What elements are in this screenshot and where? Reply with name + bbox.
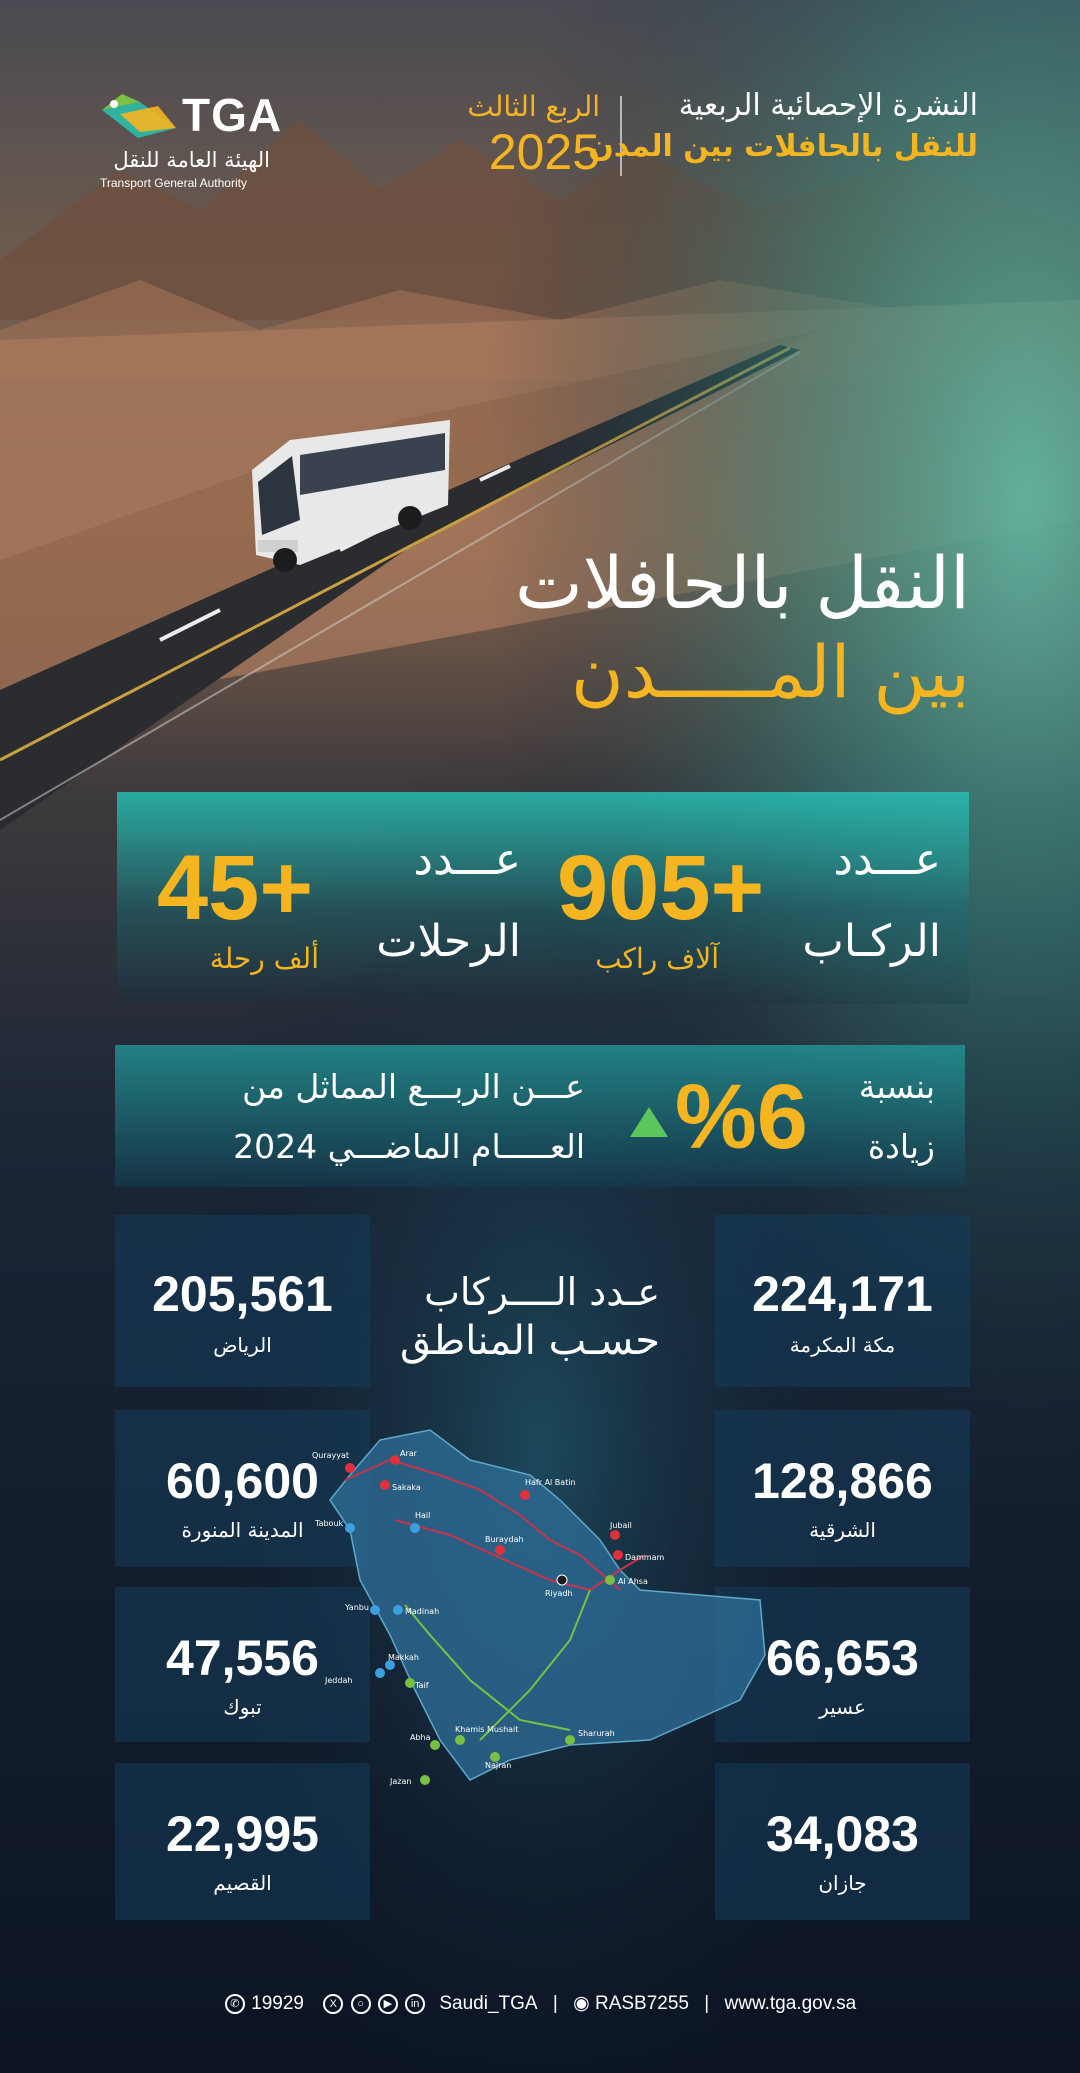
region-name: مكة المكرمة bbox=[789, 1333, 896, 1357]
footer-phone[interactable]: 19929 bbox=[251, 1992, 304, 2014]
footer bbox=[0, 1992, 1080, 2015]
passengers-value: 905+ bbox=[557, 837, 765, 939]
passengers-label-2: الركـاب bbox=[802, 916, 941, 967]
map-label: Sharurah bbox=[578, 1729, 615, 1738]
map-label: Khamis Mushait bbox=[455, 1725, 519, 1734]
stats-card bbox=[117, 792, 969, 1004]
bulletin-title: النشرة الإحصائية الربعية bbox=[678, 88, 978, 123]
region-value: 47,556 bbox=[166, 1630, 319, 1686]
footer-separator: | bbox=[552, 1992, 558, 2014]
map-label: Yanbu bbox=[345, 1603, 369, 1612]
trips-label-2: الرحلات bbox=[376, 916, 521, 967]
region-tile-makkah bbox=[715, 1215, 970, 1387]
map-label: Jubail bbox=[610, 1521, 632, 1530]
map-label: Riyadh bbox=[545, 1589, 573, 1598]
region-name: جازان bbox=[818, 1871, 867, 1895]
main-title-line2: بين المـــــدن bbox=[570, 630, 970, 715]
region-name: عسير bbox=[819, 1695, 866, 1719]
map-label: Madinah bbox=[405, 1607, 440, 1616]
map-label: Taif bbox=[415, 1681, 429, 1690]
saudi-route-map bbox=[312, 1420, 770, 1800]
growth-compare-1: عـــن الربـــع المماثل من bbox=[242, 1067, 585, 1106]
bulletin-title-block bbox=[588, 88, 978, 164]
location-icon: ◉ bbox=[573, 1993, 590, 2014]
region-name: القصيم bbox=[213, 1871, 272, 1895]
logo-name-ar: الهيئة العامة للنقل bbox=[113, 148, 270, 172]
growth-card bbox=[115, 1045, 965, 1187]
map-label: Al Ahsa bbox=[618, 1577, 648, 1586]
regions-heading-1: عـدد الــــركاب bbox=[424, 1270, 660, 1314]
region-value: 60,600 bbox=[166, 1453, 319, 1509]
tga-logo-icon bbox=[100, 90, 178, 142]
regions-heading bbox=[380, 1270, 660, 1364]
region-name: المدينة المنورة bbox=[181, 1518, 304, 1542]
growth-word-2: زيادة bbox=[867, 1127, 935, 1166]
region-name: تبوك bbox=[223, 1695, 262, 1719]
growth-percent: %6 bbox=[675, 1066, 808, 1168]
up-arrow-icon bbox=[630, 1107, 668, 1137]
map-label: Jazan bbox=[390, 1777, 412, 1786]
map-label: Makkah bbox=[388, 1653, 419, 1662]
youtube-icon[interactable]: ▶ bbox=[378, 1994, 398, 2014]
phone-icon: ✆ bbox=[225, 1994, 245, 2014]
logo-abbr: TGA bbox=[182, 89, 283, 141]
region-value: 128,866 bbox=[752, 1453, 933, 1509]
map-label: Arar bbox=[400, 1449, 417, 1458]
footer-separator: | bbox=[704, 1992, 710, 2014]
region-name: الشرقية bbox=[809, 1518, 876, 1542]
map-label: Abha bbox=[410, 1733, 431, 1742]
main-title bbox=[270, 540, 970, 720]
quarter-year: 2025 bbox=[488, 124, 600, 180]
region-value: 34,083 bbox=[766, 1806, 919, 1862]
region-value: 66,653 bbox=[766, 1630, 919, 1686]
trips-unit: ألف رحلة bbox=[209, 942, 319, 975]
footer-rasb[interactable]: RASB7255 bbox=[594, 1992, 689, 2014]
region-value: 224,171 bbox=[752, 1266, 933, 1322]
passengers-unit: آلاف راكب bbox=[595, 942, 719, 975]
region-tile-riyadh bbox=[115, 1215, 370, 1387]
map-label: Qurayyat bbox=[312, 1451, 350, 1460]
x-icon[interactable]: X bbox=[323, 1994, 343, 2014]
regions-heading-2: حسـب المناطق bbox=[400, 1318, 660, 1364]
linkedin-icon[interactable]: in bbox=[405, 1994, 425, 2014]
map-label: Hafr Al Batin bbox=[525, 1478, 576, 1487]
growth-word-1: بنسبة bbox=[858, 1067, 935, 1106]
passengers-label-1: عـــدد bbox=[833, 834, 941, 885]
footer-handle[interactable]: Saudi_TGA bbox=[439, 1992, 538, 2014]
map-label: Sakaka bbox=[392, 1483, 421, 1492]
map-label: Najran bbox=[485, 1761, 512, 1770]
map-label: Jeddah bbox=[325, 1676, 353, 1685]
quarter-label: الربع الثالث bbox=[467, 90, 600, 123]
instagram-icon[interactable]: ○ bbox=[351, 1994, 371, 2014]
main-title-line1: النقل بالحافلات bbox=[515, 541, 970, 625]
map-label: Hail bbox=[415, 1511, 431, 1520]
logo-name-en: Transport General Authority bbox=[100, 176, 247, 190]
region-name: الرياض bbox=[213, 1333, 272, 1357]
map-label: Buraydah bbox=[485, 1535, 524, 1544]
region-value: 22,995 bbox=[166, 1806, 319, 1862]
quarter-block bbox=[450, 90, 600, 181]
bulletin-subtitle: للنقل بالحافلات بين المدن bbox=[588, 129, 978, 164]
trips-value: 45+ bbox=[157, 837, 314, 939]
growth-compare-2: العـــــام الماضـــي 2024 bbox=[233, 1127, 585, 1166]
region-value: 205,561 bbox=[152, 1266, 333, 1322]
footer-website[interactable]: www.tga.gov.sa bbox=[724, 1992, 857, 2014]
map-label: Tabouk bbox=[315, 1519, 344, 1528]
map-label: Dammam bbox=[625, 1553, 665, 1562]
trips-label-1: عـــدد bbox=[413, 834, 521, 885]
